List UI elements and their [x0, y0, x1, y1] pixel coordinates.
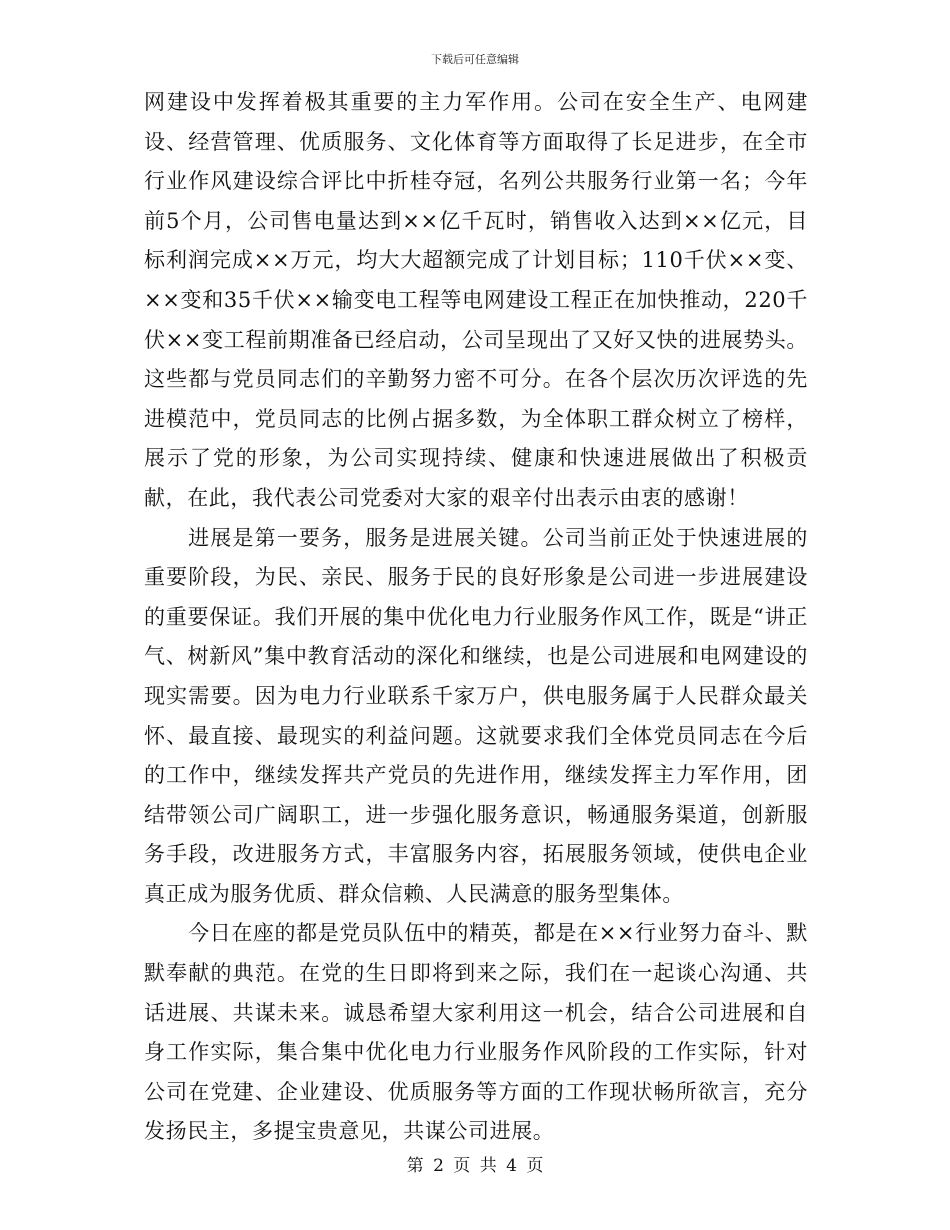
page-number: 第 2 页 共 4 页	[406, 1156, 544, 1176]
paragraph-meeting-call: 今日在座的都是党员队伍中的精英，都是在××行业努力奋斗、默默奉献的典范。在党的生日即将到来之际，我们在一起谈心沟通、共话进展、共谋未来。诚恳希望大家利用这一机会，结合公司进展和自身工作实际，集合集中优化电力行业服务作风阶段的工作实际，针对公司在党建、企业建设、优质服务等方面的工作现状畅所欲言，充分发扬民主，多提宝贵意见，共谋公司进展。	[144, 921, 808, 1144]
page-header-note: 下载后可任意编辑	[431, 53, 519, 66]
document-body	[144, 83, 808, 1152]
paragraph-service-priority: 进展是第一要务，服务是进展关键。公司当前正处于快速进展的重要阶段，为民、亲民、服务于民的良好形象是公司进一步进展建设的重要保证。我们开展的集中优化电力行业服务作风工作，既是“讲正气、树新风”集中教育活动的深化和继续，也是公司进展和电网建设的现实需要。因为电力行业联系千家万户，供电服务属于人民群众最关怀、最直接、最现实的利益问题。这就要求我们全体党员同志在今后的工作中，继续发挥共产党员的先进作用，继续发挥主力军作用，团结带领公司广阔职工，进一步强化服务意识，畅通服务渠道，创新服务手段，改进服务方式，丰富服务内容，拓展服务领域，使供电企业真正成为服务优质、群众信赖、人民满意的服务型集体。	[144, 525, 808, 906]
paragraph-continued: 网建设中发挥着极其重要的主力军作用。公司在安全生产、电网建设、经营管理、优质服务、文化体育等方面取得了长足进步，在全市行业作风建设综合评比中折桂夺冠，名列公共服务行业第一名；今年前5个月，公司售电量达到××亿千瓦时，销售收入达到××亿元，目标利润完成××万元，均大大超额完成了计划目标；110千伏××变、××变和35千伏××输变电工程等电网建设工程正在加快推动，220千伏××变工程前期准备已经启动，公司呈现出了又好又快的进展势头。这些都与党员同志们的辛勤努力密不可分。在各个层次历次评选的先进模范中，党员同志的比例占据多数，为全体职工群众树立了榜样，展示了党的形象，为公司实现持续、健康和快速进展做出了积极贡献，在此，我代表公司党委对大家的艰辛付出表示由衷的感谢！	[144, 90, 808, 510]
